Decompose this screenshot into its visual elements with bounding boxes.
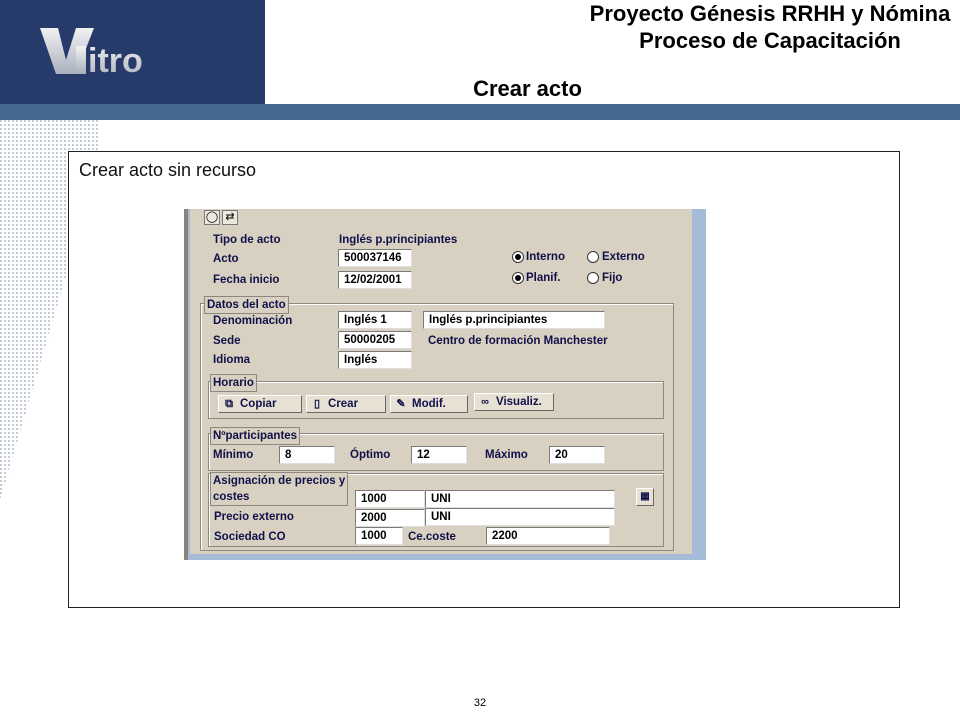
fijo-label: Fijo [602, 272, 623, 284]
new-document-icon: ▯ [313, 398, 321, 410]
acto-label: Acto [213, 253, 239, 265]
fecha-inicio-field[interactable]: 12/02/2001 [338, 271, 412, 289]
interno-radio[interactable] [512, 251, 524, 263]
presentation-title [560, 0, 960, 54]
crear-button[interactable] [306, 395, 386, 413]
modif-label: Modif. [412, 398, 446, 410]
ce-coste-field[interactable]: 2200 [486, 527, 610, 545]
other-object-icon[interactable]: ◯ [205, 211, 219, 223]
denominacion-short-field[interactable]: Inglés 1 [338, 311, 412, 329]
sap-side-strip [692, 209, 706, 560]
fecha-inicio-label: Fecha inicio [213, 274, 280, 286]
denominacion-long-field[interactable]: Inglés p.principiantes [423, 311, 605, 329]
idioma-label: Idioma [213, 354, 251, 366]
copy-icon: ⧉ [225, 398, 233, 410]
precio-interno-unit[interactable]: UNI [425, 490, 615, 508]
externo-radio[interactable] [587, 251, 599, 263]
interno-label: Interno [526, 251, 565, 263]
tipo-acto-value: Inglés p.principiantes [339, 234, 458, 246]
glasses-icon: ∞ [481, 396, 489, 408]
precio-interno-field[interactable]: 1000 [355, 490, 425, 508]
externo-label: Externo [602, 251, 645, 263]
precios-title [210, 472, 348, 506]
sap-bottom-bar [188, 554, 706, 560]
minimo-label: Mínimo [213, 449, 254, 461]
sap-screen [184, 209, 706, 560]
title-line-1: Proyecto Génesis RRHH y Nómina [589, 1, 951, 26]
logo-panel [0, 0, 265, 104]
maximo-field[interactable]: 20 [549, 446, 605, 464]
copiar-button[interactable] [218, 395, 302, 413]
optimo-field[interactable]: 12 [411, 446, 467, 464]
vitro-logo [36, 20, 186, 80]
denominacion-label: Denominación [213, 315, 293, 327]
fijo-radio[interactable] [587, 272, 599, 284]
svg-text:itro: itro [88, 42, 143, 80]
acto-field[interactable]: 500037146 [338, 249, 412, 267]
modif-button[interactable] [390, 395, 468, 413]
sap-panel [190, 209, 694, 560]
visualiz-label: Visualiz. [496, 396, 542, 408]
copiar-label: Copiar [240, 398, 277, 410]
maximo-label: Máximo [485, 449, 528, 461]
sede-label: Sede [213, 335, 241, 347]
tipo-acto-label: Tipo de acto [213, 234, 281, 246]
precio-externo-unit[interactable]: UNI [425, 508, 615, 526]
title-line-2: Proceso de Capacitación [639, 28, 901, 53]
sede-field[interactable]: 50000205 [338, 331, 412, 349]
idioma-field[interactable]: Inglés [338, 351, 412, 369]
frame-caption: Crear acto sin recurso [79, 160, 257, 180]
crear-label: Crear [328, 398, 359, 410]
participantes-title: Nºparticipantes [210, 427, 300, 445]
sociedad-co-label: Sociedad CO [214, 531, 286, 543]
ce-coste-label: Ce.coste [408, 531, 456, 543]
minimo-field[interactable]: 8 [279, 446, 335, 464]
pencil-icon: ✎ [396, 398, 406, 410]
horario-title: Horario [210, 374, 257, 392]
precios-title-line-2: costes [213, 491, 250, 503]
visualiz-button[interactable] [474, 393, 554, 411]
precios-title-line-1: Asignación de precios y [213, 475, 346, 487]
precio-externo-field[interactable]: 2000 [355, 509, 425, 527]
datos-acto-title: Datos del acto [204, 296, 289, 314]
optimo-label: Óptimo [350, 449, 391, 461]
calculator-icon[interactable]: ▦ [636, 488, 654, 506]
section-title: Crear acto [473, 76, 582, 101]
switch-icon[interactable]: ⇄ [222, 210, 238, 225]
planif-radio[interactable] [512, 272, 524, 284]
sede-description: Centro de formación Manchester [428, 335, 608, 347]
sociedad-co-field[interactable]: 1000 [355, 527, 403, 545]
precio-externo-label: Precio externo [214, 511, 294, 523]
page-number: 32 [473, 697, 487, 709]
header-band [0, 104, 960, 120]
planif-label: Planif. [526, 272, 561, 284]
